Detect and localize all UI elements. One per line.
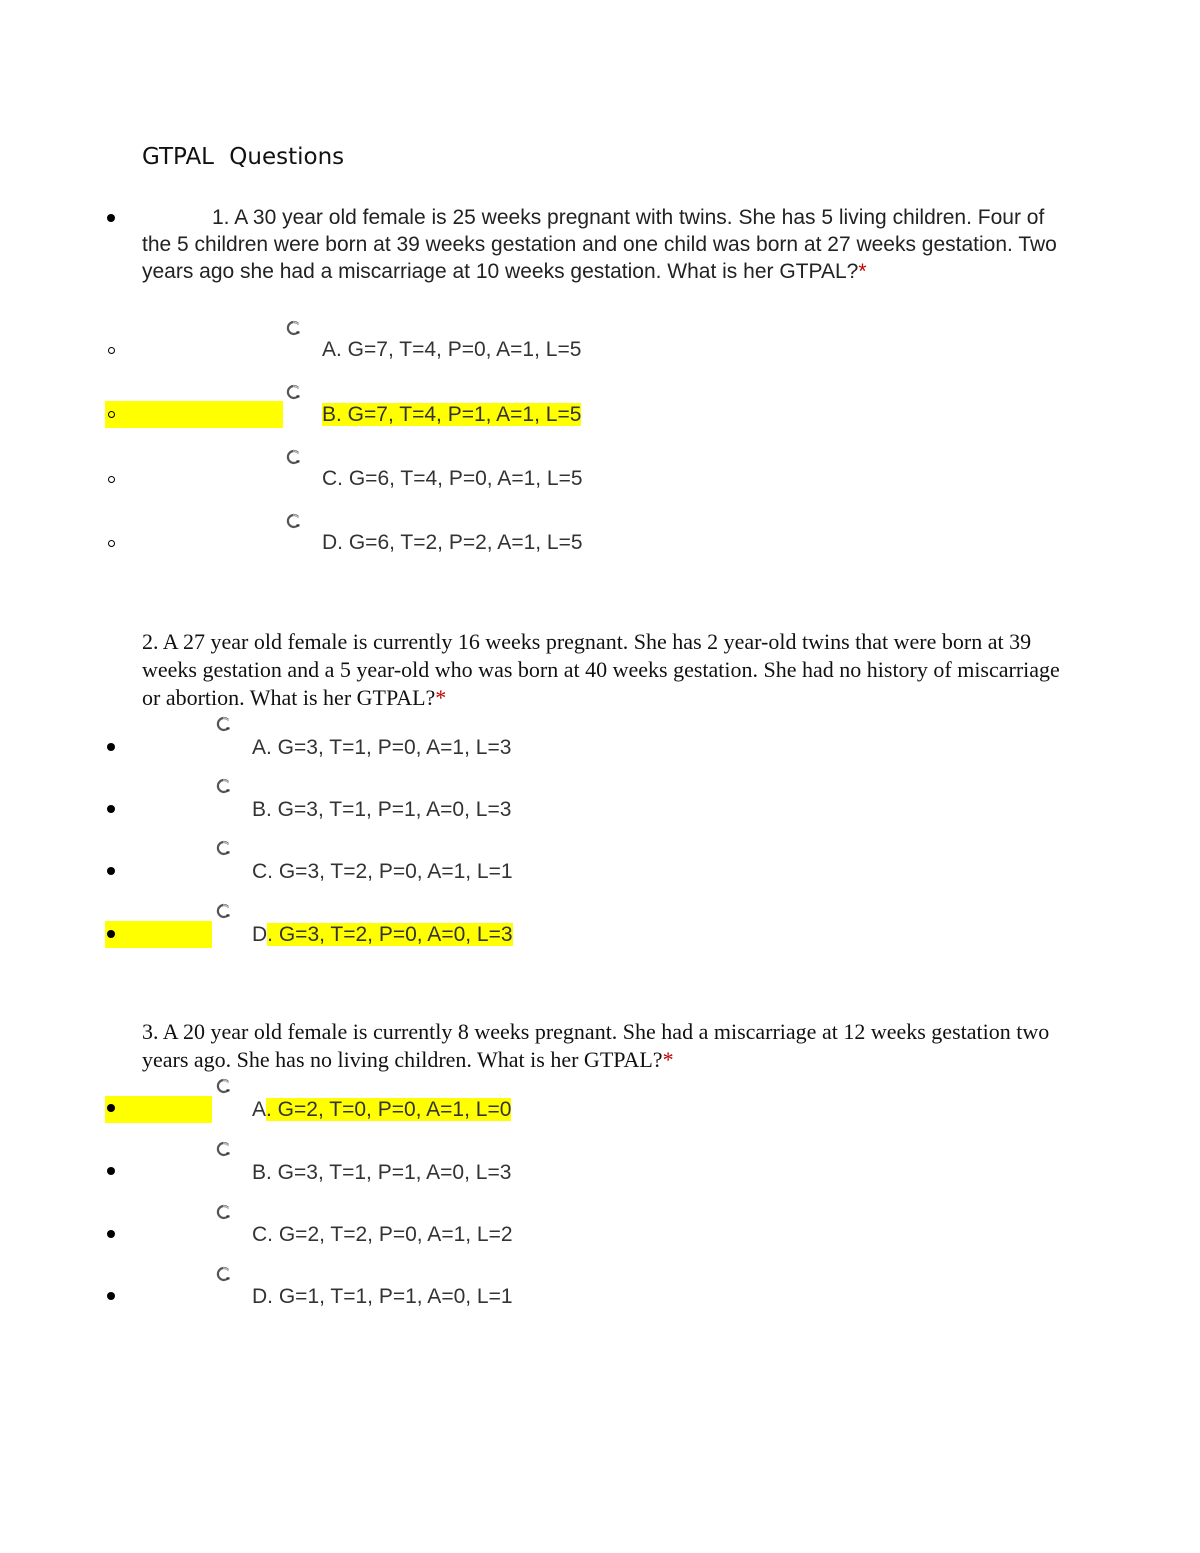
option-label: D. G=1, T=1, P=1, A=0, L=1 (252, 1285, 513, 1308)
option-label: D. G=3, T=2, P=0, A=0, L=3 (252, 923, 513, 946)
radio-button-icon[interactable] (285, 384, 301, 400)
option-label: A. G=2, T=0, P=0, A=1, L=0 (252, 1098, 512, 1121)
option-label: B. G=3, T=1, P=1, A=0, L=3 (252, 798, 512, 821)
bullet-disc-icon (107, 743, 115, 751)
question-stem: A 27 year old female is currently 16 weeks pregnant. She has 2 year-old twins that were born at 39 weeks gestation and a 5 year-old who was born at 40 weeks gestation. She had no history of miscarriage or abortion. What is her GTPAL? (142, 629, 1060, 710)
highlight-bar (105, 401, 283, 428)
highlight-bar (105, 1096, 212, 1123)
bullet-disc-icon (107, 1230, 115, 1238)
radio-button-icon[interactable] (215, 778, 231, 794)
radio-button-icon[interactable] (285, 320, 301, 336)
radio-button-icon[interactable] (215, 903, 231, 919)
radio-button-icon[interactable] (215, 1078, 231, 1094)
bullet-disc-icon (107, 1292, 115, 1300)
bullet-disc-icon (107, 805, 115, 813)
radio-button-icon[interactable] (215, 840, 231, 856)
bullet-circle-icon (108, 540, 115, 547)
radio-button-icon[interactable] (215, 1141, 231, 1157)
radio-button-icon[interactable] (285, 513, 301, 529)
bullet-circle-icon (108, 476, 115, 483)
required-asterisk: * (662, 1047, 674, 1072)
bullet-circle-icon (108, 411, 115, 418)
question-stem: A 20 year old female is currently 8 weeks pregnant. She had a miscarriage at 12 weeks gestation two years ago. She has no living children. What is her GTPAL? (142, 1019, 1050, 1072)
question-1-text (142, 204, 1072, 285)
radio-button-icon[interactable] (285, 449, 301, 465)
question-3-text (142, 1018, 1062, 1074)
document-title: GTPAL Questions (142, 144, 345, 170)
bullet-disc-icon (107, 867, 115, 875)
required-asterisk: * (858, 260, 867, 283)
option-label: B. G=7, T=4, P=1, A=1, L=5 (322, 403, 582, 426)
option-label: A. G=7, T=4, P=0, A=1, L=5 (322, 338, 582, 361)
option-label: C. G=2, T=2, P=0, A=1, L=2 (252, 1223, 513, 1246)
bullet-disc-icon (107, 1167, 115, 1175)
radio-button-icon[interactable] (215, 1204, 231, 1220)
question-stem: A 30 year old female is 25 weeks pregnant with twins. She has 5 living children. Four of the 5 children were born at 39 weeks gestation and one child was born at 27 weeks gestation. Two years ago she had a miscarriage at 10 weeks gestation. What is her GTPAL? (142, 206, 1057, 283)
option-label: D. G=6, T=2, P=2, A=1, L=5 (322, 531, 583, 554)
question-number: 1. (212, 206, 230, 229)
option-label: B. G=3, T=1, P=1, A=0, L=3 (252, 1161, 512, 1184)
required-asterisk: * (435, 685, 447, 710)
option-label: C. G=6, T=4, P=0, A=1, L=5 (322, 467, 583, 490)
question-2-text (142, 628, 1062, 712)
question-number: 2. (142, 629, 159, 654)
option-label: A. G=3, T=1, P=0, A=1, L=3 (252, 736, 512, 759)
highlight-bar (105, 921, 212, 948)
option-label: C. G=3, T=2, P=0, A=1, L=1 (252, 860, 513, 883)
bullet-disc-icon (107, 214, 115, 222)
bullet-circle-icon (108, 347, 115, 354)
question-number: 3. (142, 1019, 159, 1044)
bullet-disc-icon (107, 930, 115, 938)
bullet-disc-icon (107, 1104, 115, 1112)
radio-button-icon[interactable] (215, 716, 231, 732)
radio-button-icon[interactable] (215, 1266, 231, 1282)
